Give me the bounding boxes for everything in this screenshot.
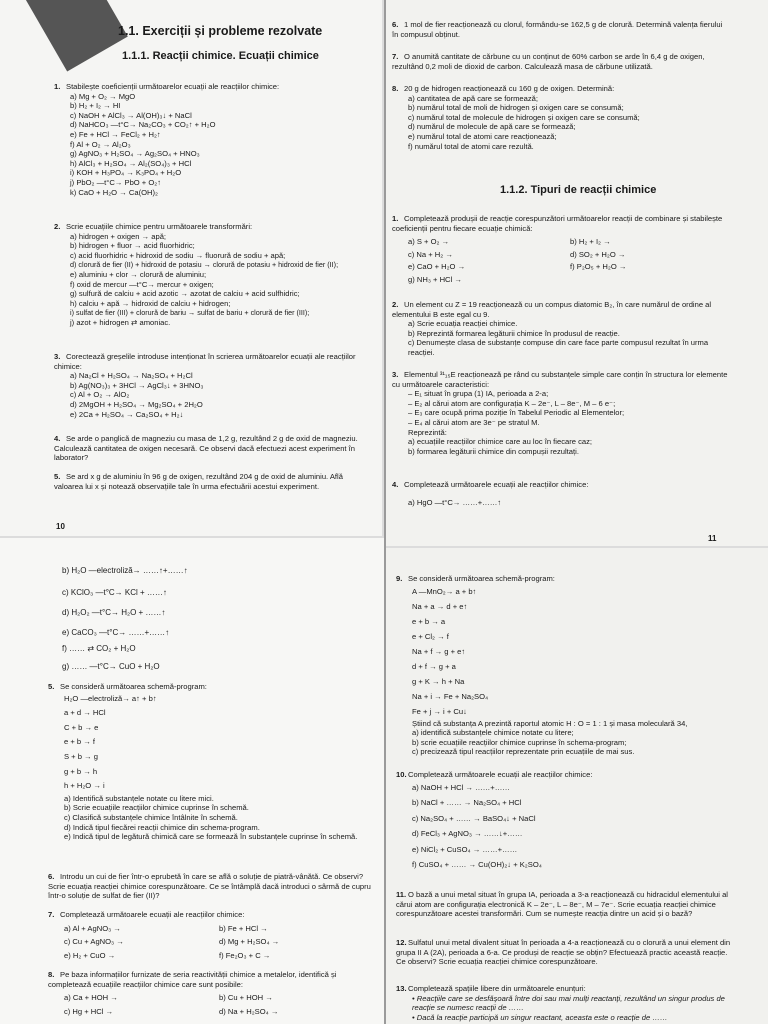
- list-item: i) sulfat de fier (III) + clorură de bariu → sulfat de bariu + clorură de fier (III);: [70, 308, 310, 318]
- equation-row: g) NH₃ + HCl →: [408, 274, 462, 284]
- list-item: d) clorură de fier (II) + hidroxid de potasiu → clorură de potasiu + hidroxid de fier (II);: [70, 260, 339, 270]
- page-bottom-left: [0, 538, 384, 1024]
- equation-row: c) Cu + AgNO₃ → d) Mg + H₂SO₄ →: [64, 937, 280, 947]
- exercise-3-types: 3. Elementul ³¹₁₅E reacționează pe rând cu substanțele simple care conțin în structura lor elemente cu următoarele caracteristici: – E₁ situat în grupa (1) IA, perioada a 2-a; – E₂ al cărui atom are configurația K – 2e⁻, L – 8e⁻, M – 6 e⁻; – E₃ care ocupă prima poziție în Tabelul Periodic al Elementelor; – E₄ al cărui atom are 3e⁻ pe stratul M. Reprezintă: a) ecuațiile reacțiilor chimice care au loc în fiecare caz; b) formarea legăturii chimice din compușii rezultați.: [392, 370, 732, 456]
- equation: g) …… —t°C→ CuO + H₂O: [62, 662, 160, 671]
- page-title: 1.1. Exerciții și probleme rezolvate: [118, 24, 323, 38]
- equation: a) NaOH + HCl → ……+……: [412, 782, 510, 792]
- page-top-right: [386, 0, 768, 546]
- scheme-line: e + Cl₂ → f: [412, 631, 449, 641]
- scheme-line: Na + f → g + e↑: [412, 646, 466, 656]
- scheme-line: A —MnO₂→ a + b↑: [412, 586, 477, 596]
- equation: a) Mg + O₂ → MgO: [70, 91, 136, 101]
- exercise-1: 1. Stabilește coeficienții următoarelor ecuații ale reacțiilor chimice: a) Mg + O₂ → MgO b) H₂ + I₂ → HI c) NaOH + AlCl₃ → Al(OH)₃↓ + NaCl d) NaHCO₃ —t°C→ Na₂CO₃ + CO₂↑ + H₂O e) Fe + HCl → FeCl₂ + H₂↑ f) Al + O₂ → Al₂O₃ g) AgNO₃ + H₂SO₄ → Ag₂SO₄ + HNO₃ h) AlCl₃ + H₂SO₄ → Al₂(SO₄)₃ + HCl i) KOH + H₃PO₄ → K₃PO₄ + H₂O j) PbO₂ —t°C→ PbO + O₂↑ k) CaO + H₂O → Ca(OH)₂: [54, 82, 370, 197]
- list-item: • Reacțiile care se desfășoară între doi sau mai mulți reactanți, rezultând un singur produs de reacție se numesc reacții de ……: [412, 993, 725, 1013]
- exercise-2-types: 2. Un element cu Z = 19 reacționează cu un compus diatomic B₂, în care numărul de ordine al elementului B este egal cu 9. a) Scrie ecuația reacției chimice. b) Reprezintă formarea legăturii chimice în produsul de reacție. c) Denumește clasa de substanțe compuse din care face parte compusul rezultat în urma reacției.: [392, 300, 732, 358]
- exercise-9-scheme: 9. Se consideră următoarea schemă-program: A —MnO₂→ a + b↑ Na + a → d + e↑ e + b → a e + Cl₂ → f Na + f → g + e↑ d + f → g + a g + K → h + Na Na + i → Fe + Na₂SO₄ Fe + j → i + Cu↓ Știind că substanța A prezintă raportul atomic H : O = 1 : 1 și masa moleculară 34, a) identifică substanțele chimice notate cu litere; b) scrie ecuațiile reacțiilor chimice cuprinse în schema-program; c) precizează tipul reacțiilor reprezentate prin ecuațiile de mai sus.: [396, 574, 736, 757]
- equation: k) CaO + H₂O → Ca(OH)₂: [70, 187, 158, 197]
- exercise-4-types: 4. Completează următoarele ecuații ale reacțiilor chimice: a) HgO —t°C→ ……+……↑: [392, 480, 732, 507]
- equation: b) Ag(NO₃)₃ + 3HCl → AgCl₃↓ + 3HNO₃: [70, 380, 204, 390]
- exercise-10: 10.Completează următoarele ecuații ale reacțiilor chimice: a) NaOH + HCl → ……+…… b) NaCl + …… → Na₂SO₄ + HCl c) Na₂SO₄ + …… → BaSO₄↓ + NaCl d) FeCl₃ + AgNO₃ → ……↓+…… e) NiCl₂ + CuSO₄ → ……+…… f) CuSO₄ + …… → Cu(OH)₂↓ + K₂SO₄: [396, 770, 736, 873]
- equation: f) CuSO₄ + …… → Cu(OH)₂↓ + K₂SO₄: [412, 860, 542, 870]
- scheme-line: e + b → f: [64, 737, 96, 747]
- scheme-line: H₂O —electroliză→ a↑ + b↑: [64, 693, 157, 703]
- exercise-11: 11. O bază a unui metal situat în grupa IA, perioada a 3-a reacționează cu hidracidul elementului al cărui atom are configurația electronică K – 2e⁻, L – 8e⁻, M – 7e⁻. Scrie ecuația reacției chimice corespunzătoare acestei transformări. Cum se numește reacția dintre un acid și o bază?: [396, 890, 728, 919]
- equation: a) HgO —t°C→ ……+……↑: [408, 497, 502, 507]
- equation-row: a) Al + AgNO₃ → b) Fe + HCl →: [64, 923, 268, 933]
- exercise-13: 13.Completează spațiile libere din următoarele enunțuri: • Reacțiile care se desfășoară între doi sau mai mulți reactanți, rezultând un singur produs de reacție se numesc reacții de …… • Dacă la reacție participă un singur reactant, aceasta este o reacție de ……: [396, 984, 736, 1022]
- equation-row: e) H₂ + CuO → f) Fe₂O₃ + C →: [64, 950, 271, 960]
- list-item: c) acid fluorhidric + hidroxid de sodiu → fluorură de sodiu + apă;: [70, 250, 286, 260]
- section-title: 1.1.1. Reacții chimice. Ecuații chimice: [122, 50, 319, 62]
- equation: d) H₂O₂ —t°C→ H₂O + ……↑: [62, 608, 166, 617]
- equation: d) FeCl₃ + AgNO₃ → ……↓+……: [412, 829, 523, 839]
- list-item: a) identifică substanțele chimice notate cu litere;: [412, 728, 574, 738]
- list-item: – E₁ situat în grupa (1) IA, perioada a 2-a;: [408, 389, 549, 399]
- exercise-8: 8. 20 g de hidrogen reacționează cu 160 g de oxigen. Determină: a) cantitatea de apă care se formează; b) numărul total de moli de hidrogen și oxigen care se consumă; c) numărul total de molecule de hidrogen și oxigen care se consumă; d) numărul de molecule de apă care se formează; e) numărul total de atomi care reacționează; f) numărul total de atomi care rezultă.: [392, 84, 728, 151]
- exercise-8: 8. Pe baza informațiilor furnizate de seria reactivității chimice a metalelor, identifică și completează ecuațiile reacțiilor chimice care sunt posibile: a) Ca + HOH → b) Cu + HOH → c) Hg + HCl → d) Na + H₂SO₄ →: [48, 970, 374, 1016]
- scheme-line: a + d → HCl: [64, 708, 106, 718]
- equation-row: e) CaO + H₂O → f) P₂O₅ + H₂O →: [408, 262, 627, 272]
- label: Reprezintă:: [408, 427, 447, 437]
- list-item: – E₃ care ocupă prima poziție în Tabelul Periodic al Elementelor;: [408, 408, 625, 418]
- exercise-7: 7. Completează următoarele ecuații ale reacțiilor chimice: a) Al + AgNO₃ → b) Fe + HCl → c) Cu + AgNO₃ → d) Mg + H₂SO₄ → e) H₂ + CuO → f) Fe₂O₃ + C →: [48, 910, 374, 960]
- list-item: c) Denumește clasa de substanțe compuse din care face parte compusul rezultat în urma reacției.: [408, 338, 709, 357]
- list-item: d) Indică tipul fiecărei reacții chimice din schema-program.: [64, 822, 260, 832]
- list-item: a) hidrogen + oxigen → apă;: [70, 231, 167, 241]
- equation: a) Na₂Cl + H₂SO₄ → Na₂SO₄ + H₂Cl: [70, 371, 193, 381]
- scheme-line: C + b → e: [64, 722, 99, 732]
- equation: e) Fe + HCl → FeCl₂ + H₂↑: [70, 129, 161, 139]
- list-item: – E₂ al cărui atom are configurația K – 2e⁻, L – 8e⁻, M – 6 e⁻;: [408, 398, 616, 408]
- equation: b) NaCl + …… → Na₂SO₄ + HCl: [412, 798, 522, 808]
- equation: d) NaHCO₃ —t°C→ Na₂CO₃ + CO₂↑ + H₂O: [70, 120, 216, 130]
- exercise-7: 7. O anumită cantitate de cărbune cu un conținut de 60% carbon se arde în 6,4 g de oxigen, rezultând 0,2 moli de dioxid de carbon. Calculează masa de cărbune utilizată.: [392, 52, 705, 71]
- equation: g) AgNO₃ + H₂SO₄ → Ag₂SO₄ + HNO₃: [70, 149, 200, 159]
- equation: c) KClO₃ —t°C→ KCl + ……↑: [62, 588, 167, 597]
- equation: e) NiCl₂ + CuSO₄ → ……+……: [412, 844, 518, 854]
- list-item: f) numărul total de atomi care rezultă.: [408, 141, 534, 151]
- equation: b) H₂O —electroliză→ ……↑+……↑: [62, 566, 188, 575]
- list-item: b) Scrie ecuațiile reacțiilor chimice cuprinse în schemă.: [64, 803, 249, 813]
- equation: i) KOH + H₃PO₄ → K₃PO₄ + H₂O: [70, 168, 182, 178]
- list-item: d) numărul de molecule de apă care se formează;: [408, 122, 576, 132]
- list-item: f) oxid de mercur —t°C→ mercur + oxigen;: [70, 279, 214, 289]
- exercise-3: 3. Corectează greșelile introduse intenționat în scrierea următoarelor ecuații ale reacțiilor chimice: a) Na₂Cl + H₂SO₄ → Na₂SO₄ + H₂Cl b) Ag(NO₃)₃ + 3HCl → AgCl₃↓ + 3HNO₃ c) Al + O₂ → AlO₂ d) 2MgOH + H₂SO₄ → Mg₂SO₄ + 2H₂O e) 2Ca + H₂SO₄ → Ca₂SO₄ + H₂↓: [54, 352, 370, 419]
- section-title: 1.1.2. Tipuri de reacții chimice: [500, 184, 657, 196]
- equation-row: c) Na + H₂ → d) SO₂ + H₂O →: [408, 249, 626, 259]
- exercise-1-types: 1. Completează produșii de reacție corespunzători următoarelor reacții de combinare și stabilește coeficienții pentru fiecare ecuație chimică: a) S + O₂ → b) H₂ + I₂ → c) Na + H₂ → d) SO₂ + H₂O → e) CaO + H₂O → f) P₂O₅ + H₂O → g) NH₃ + HCl →: [392, 214, 732, 285]
- equation: c) Na₂SO₄ + …… → BaSO₄↓ + NaCl: [412, 813, 536, 823]
- page-corner-shadow: [22, 0, 128, 71]
- list-item: c) precizează tipul reacțiilor reprezentate prin ecuațiile de mai sus.: [412, 747, 635, 757]
- scheme-line: Na + i → Fe + Na₂SO₄: [412, 691, 489, 701]
- list-item: c) numărul total de molecule de hidrogen și oxigen care se consumă;: [408, 112, 640, 122]
- list-item: e) aluminiu + clor → clorură de aluminiu;: [70, 269, 207, 279]
- list-item: b) formarea legăturii chimice din compușii rezultați.: [408, 446, 579, 456]
- exercise-4: 4. Se arde o panglică de magneziu cu masa de 1,2 g, rezultând 2 g de oxid de magneziu. Calculează cantitatea de oxigen necesară. Ce observi dacă efectuezi acest experiment în laborator?: [54, 434, 358, 463]
- equation-row: c) Hg + HCl → d) Na + H₂SO₄ →: [64, 1006, 279, 1016]
- scheme-line: g + K → h + Na: [412, 676, 465, 686]
- scheme-line: e + b → a: [412, 616, 446, 626]
- list-item: b) scrie ecuațiile reacțiilor chimice cuprinse în schema-program;: [412, 737, 627, 747]
- list-item: g) sulfură de calciu + acid azotic → azotat de calciu + acid sulfhidric;: [70, 289, 300, 299]
- page-number: 11: [708, 534, 717, 543]
- scheme-line: d + f → g + a: [412, 661, 456, 671]
- list-item: – E₄ al cărui atom are 3e⁻ pe stratul M.: [408, 417, 540, 427]
- equation: f) …… ⇄ CO₂ + H₂O: [62, 644, 136, 653]
- list-item: c) Clasifică substanțele chimice întâlnite în schemă.: [64, 812, 238, 822]
- equation: f) Al + O₂ → Al₂O₃: [70, 139, 131, 149]
- list-item: a) Scrie ecuația reacției chimice.: [408, 319, 518, 329]
- list-item: b) hidrogen + fluor → acid fluorhidric;: [70, 241, 195, 251]
- equation: j) PbO₂ —t°C→ PbO + O₂↑: [70, 177, 162, 187]
- equation: h) AlCl₃ + H₂SO₄ → Al₂(SO₄)₃ + HCl: [70, 158, 192, 168]
- exercise-6: 6. Introdu un cui de fier într-o eprubetă în care se află o soluție de piatră-vânătă. Ce observi? Scrie ecuația reacției chimice corespunzătoare. Ce se întâmplă dacă introduci o sârmă de cupru într-o soluție de sulfat de fier (II)?: [48, 872, 371, 901]
- page-number: 10: [56, 522, 65, 531]
- list-item: h) calciu + apă → hidroxid de calciu + hidrogen;: [70, 298, 231, 308]
- page-top-left: [0, 0, 382, 536]
- list-item: a) cantitatea de apă care se formează;: [408, 93, 539, 103]
- exercise-5: 5. Se ard x g de aluminiu în 96 g de oxigen, rezultând 204 g de oxid de aluminiu. Află valoarea lui x și notează observațiile tale în urma efectuării acestui experiment.: [54, 472, 343, 491]
- equation: c) NaOH + AlCl₃ → Al(OH)₃↓ + NaCl: [70, 110, 192, 120]
- list-item: a) ecuațiile reacțiilor chimice care au loc în fiecare caz;: [408, 437, 593, 447]
- equation-row: a) Ca + HOH → b) Cu + HOH →: [64, 993, 273, 1003]
- exercise-2: 2. Scrie ecuațiile chimice pentru următoarele transformări: a) hidrogen + oxigen → apă; b) hidrogen + fluor → acid fluorhidric; c) acid fluorhidric + hidroxid de sodiu → fluorură de sodiu + apă; d) clorură de fier (II) + hidroxid de potasiu → clorură de potasiu + hidroxid de fier (II); e) aluminiu + clor → clorură de aluminiu; f) oxid de mercur —t°C→ mercur + oxigen; g) sulfură de calciu + acid azotic → azotat de calciu + acid sulfhidric; h) calciu + apă → hidroxid de calciu + hidrogen; i) sulfat de fier (III) + clorură de bariu → sulfat de bariu + clorură de fier (III); j) azot + hidrogen ⇄ amoniac.: [54, 222, 374, 328]
- list-item: • Dacă la reacție participă un singur reactant, aceasta este o reacție de ……: [412, 1012, 668, 1022]
- equation: e) 2Ca + H₂SO₄ → Ca₂SO₄ + H₂↓: [70, 409, 184, 419]
- list-item: e) Indică tipul de legătură chimică care se formează în substanțele cuprinse în schemă.: [64, 832, 358, 842]
- exercise-12: 12.Sulfatul unui metal divalent situat în perioada a 4-a reacționează cu o clorură a unui element din grupa II A (2A), perioada a 6-a. Ce produși de reacție se obțin? Efectuează practic această reacție. Ce observi? Scrie ecuația reacției chimice corespunzătoare.: [396, 938, 731, 967]
- scheme-line: Na + a → d + e↑: [412, 601, 468, 611]
- page-bottom-right: [386, 548, 768, 1024]
- scheme-line: S + b → g: [64, 751, 98, 761]
- exercise-5-scheme: 5. Se consideră următoarea schemă-program: H₂O —electroliză→ a↑ + b↑ a + d → HCl C + b → e e + b → f S + b → g g + b → h h + H₂O → i a) Identifică substanțele notate cu litere mici. b) Scrie ecuațiile reacțiilor chimice cuprinse în schemă. c) Clasifică substanțele chimice întâlnite în schemă. d) Indică tipul fiecărei reacții chimice din schema-program. e) Indică tipul de legătură chimică care se formează în substanțele cuprinse în schemă.: [48, 682, 372, 842]
- list-item: b) numărul total de moli de hidrogen și oxigen care se consumă;: [408, 103, 624, 113]
- list-item: e) numărul total de atomi care reacționează;: [408, 131, 557, 141]
- exercise-6: 6. 1 mol de fier reacționează cu clorul, formându-se 162,5 g de clorură. Determină valența fierului în compusul obținut.: [392, 20, 723, 39]
- list-item: b) Reprezintă formarea legăturii chimice în produsul de reacție.: [408, 328, 620, 338]
- equation: c) Al + O₂ → AlO₂: [70, 390, 130, 400]
- scheme-line: g + b → h: [64, 766, 98, 776]
- list-item: a) Identifică substanțele notate cu litere mici.: [64, 793, 214, 803]
- equation: d) 2MgOH + H₂SO₄ → Mg₂SO₄ + 2H₂O: [70, 399, 203, 409]
- equation-row: a) S + O₂ → b) H₂ + I₂ →: [408, 237, 611, 247]
- equation: e) CaCO₃ —t°C→ ……+……↑: [62, 628, 170, 637]
- scheme-line: Fe + j → i + Cu↓: [412, 706, 467, 716]
- equation: b) H₂ + I₂ → HI: [70, 101, 121, 111]
- paragraph: Știind că substanța A prezintă raportul atomic H : O = 1 : 1 și masa moleculară 34,: [412, 718, 688, 728]
- scheme-line: h + H₂O → i: [64, 781, 105, 791]
- list-item: j) azot + hidrogen ⇄ amoniac.: [70, 317, 171, 327]
